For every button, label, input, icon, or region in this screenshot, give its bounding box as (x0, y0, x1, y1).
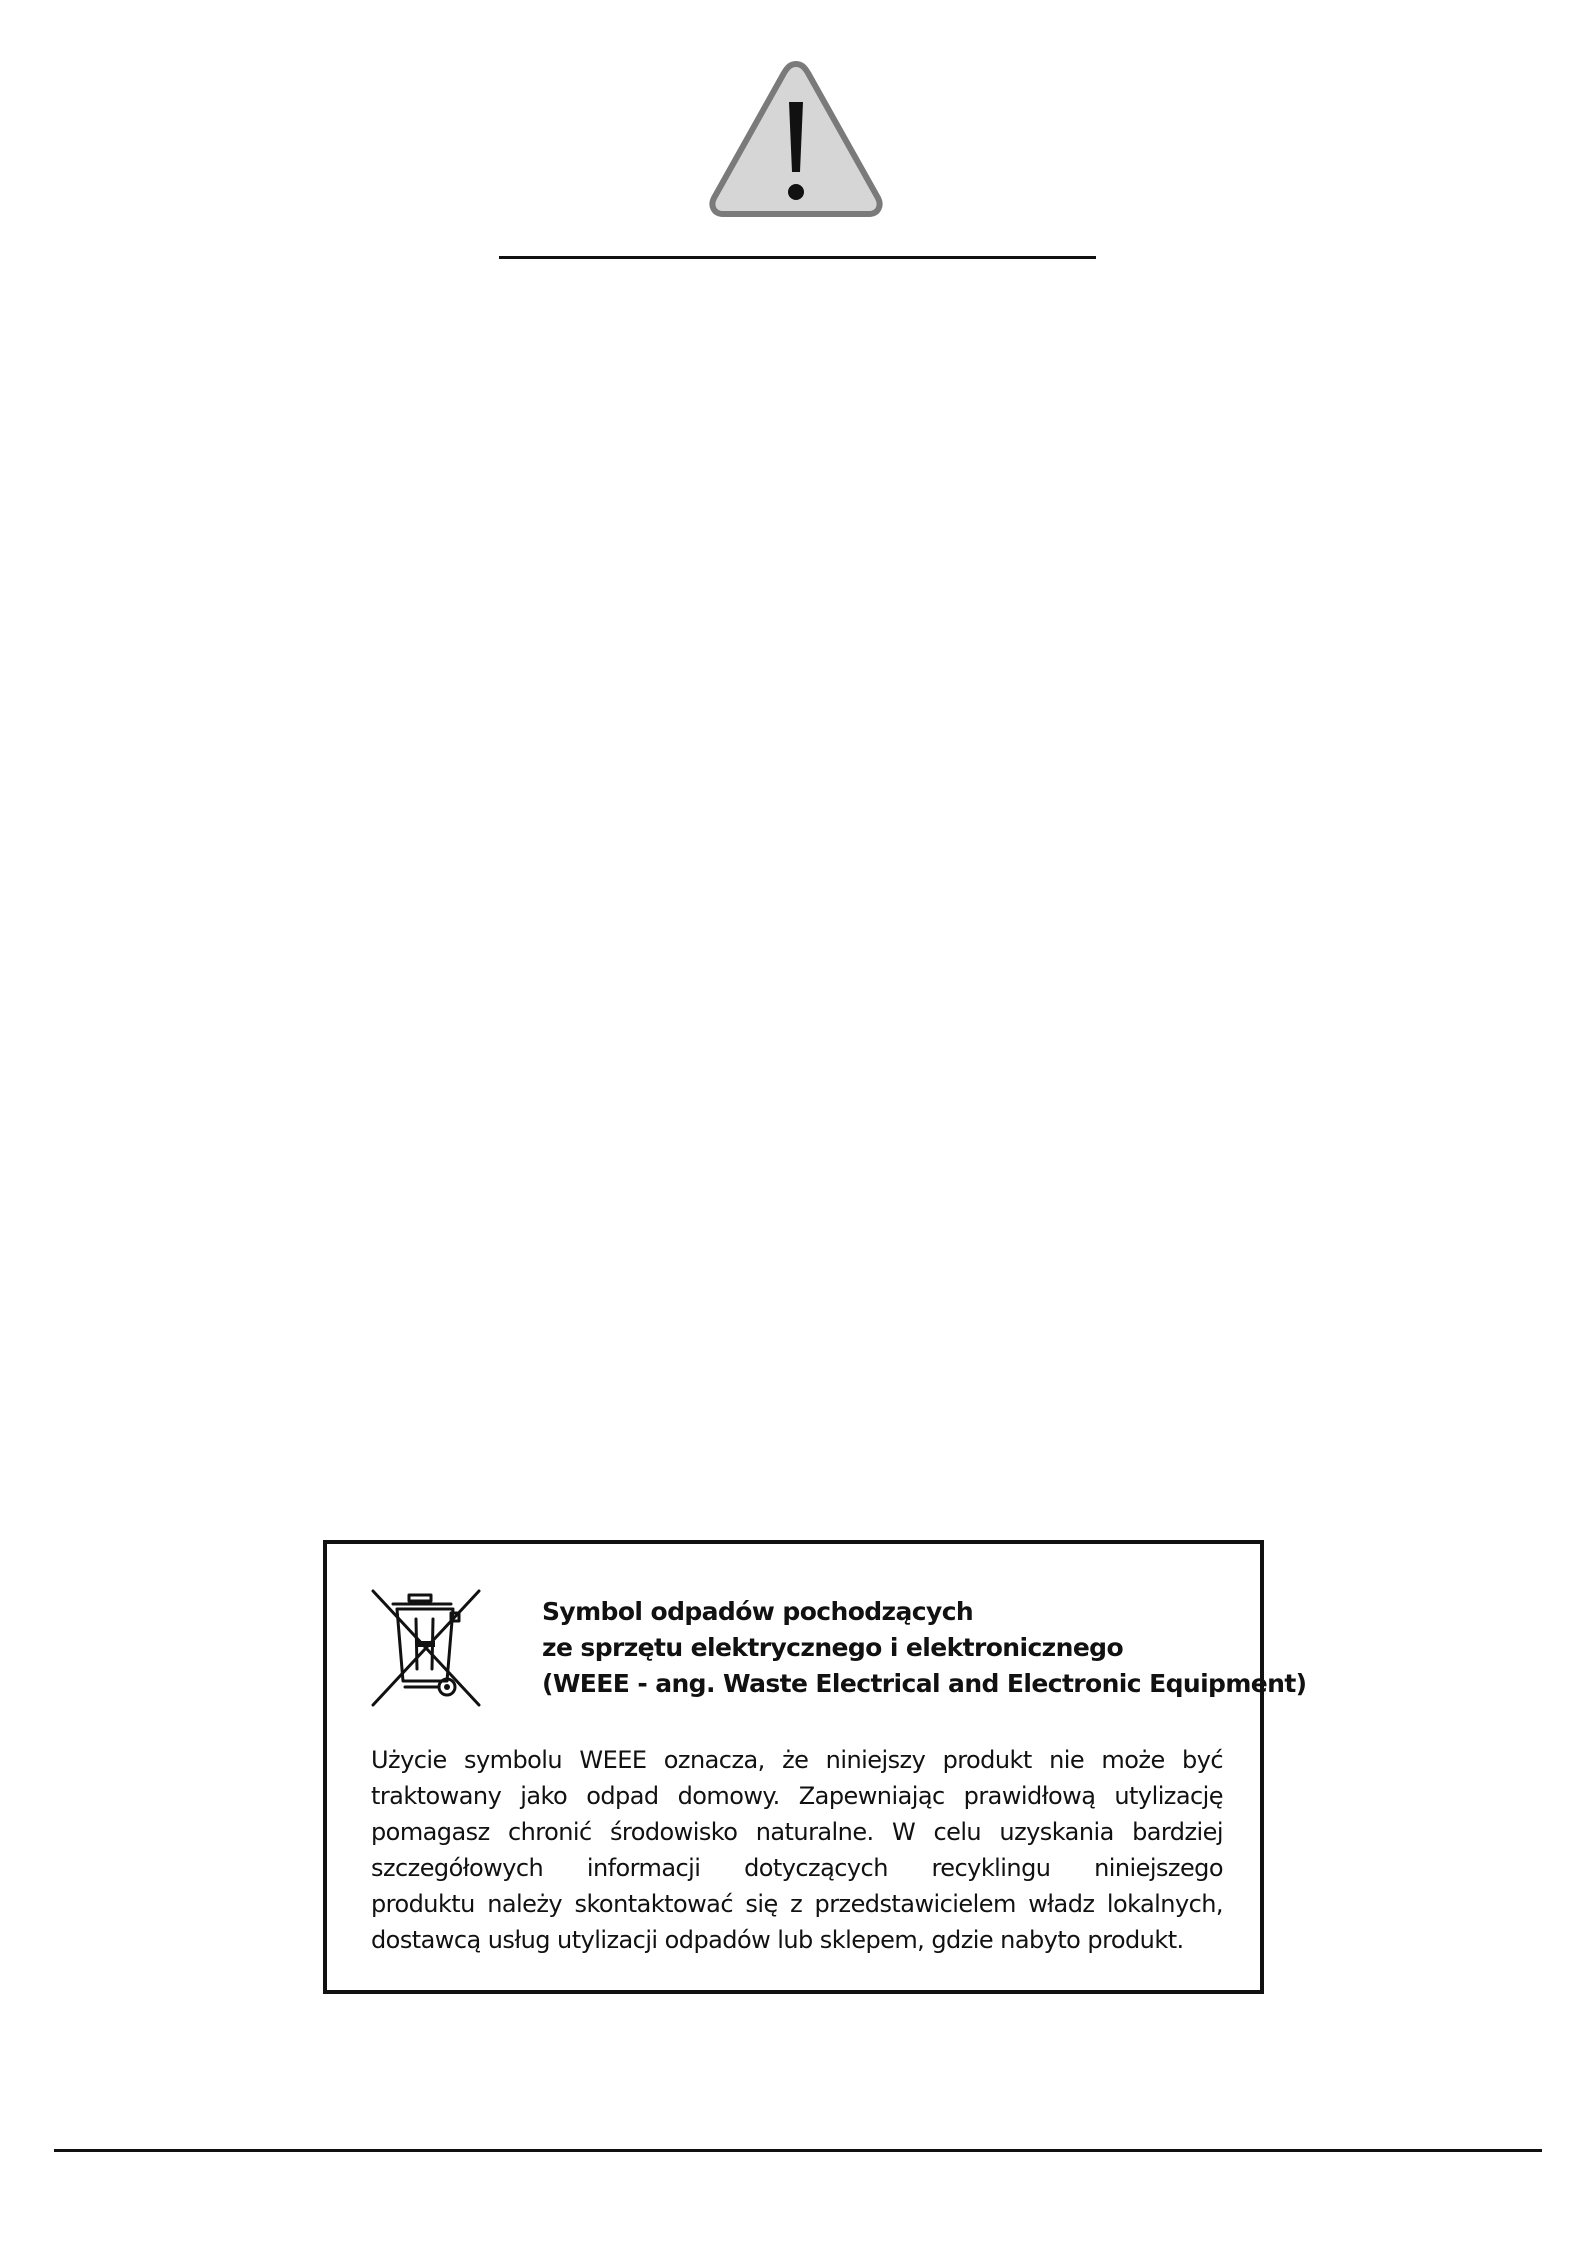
warning-triangle-icon (706, 58, 886, 220)
weee-body-line: traktowany jako odpad domowy. Zapewniając prawidłową utylizację (371, 1782, 1223, 1810)
footer-rule (54, 2149, 1542, 2152)
weee-description (371, 1742, 1223, 1958)
weee-body-line: produktu należy skontaktować się z przedstawicielem władz lokalnych, (371, 1890, 1223, 1918)
weee-body-line: pomagasz chronić środowisko naturalne. W celu uzyskania bardziej (371, 1818, 1223, 1846)
title-underline (499, 256, 1096, 259)
weee-body-line: szczegółowych informacji dotyczących recyklingu niniejszego (371, 1854, 1223, 1882)
weee-title-line: (WEEE - ang. Waste Electrical and Electronic Equipment) (542, 1669, 1307, 1698)
weee-title (542, 1594, 1307, 1702)
weee-notice-box (323, 1540, 1307, 1994)
weee-title-line: ze sprzętu elektrycznego i elektronicznego (542, 1633, 1124, 1662)
weee-body-line: dostawcą usług utylizacji odpadów lub sklepem, gdzie nabyto produkt. (371, 1926, 1184, 1954)
weee-body-line: Użycie symbolu WEEE oznacza, że niniejszy produkt nie może być (371, 1746, 1223, 1774)
crossed-out-wheelie-bin-icon (371, 1589, 481, 1707)
weee-title-line: Symbol odpadów pochodzących (542, 1597, 974, 1626)
